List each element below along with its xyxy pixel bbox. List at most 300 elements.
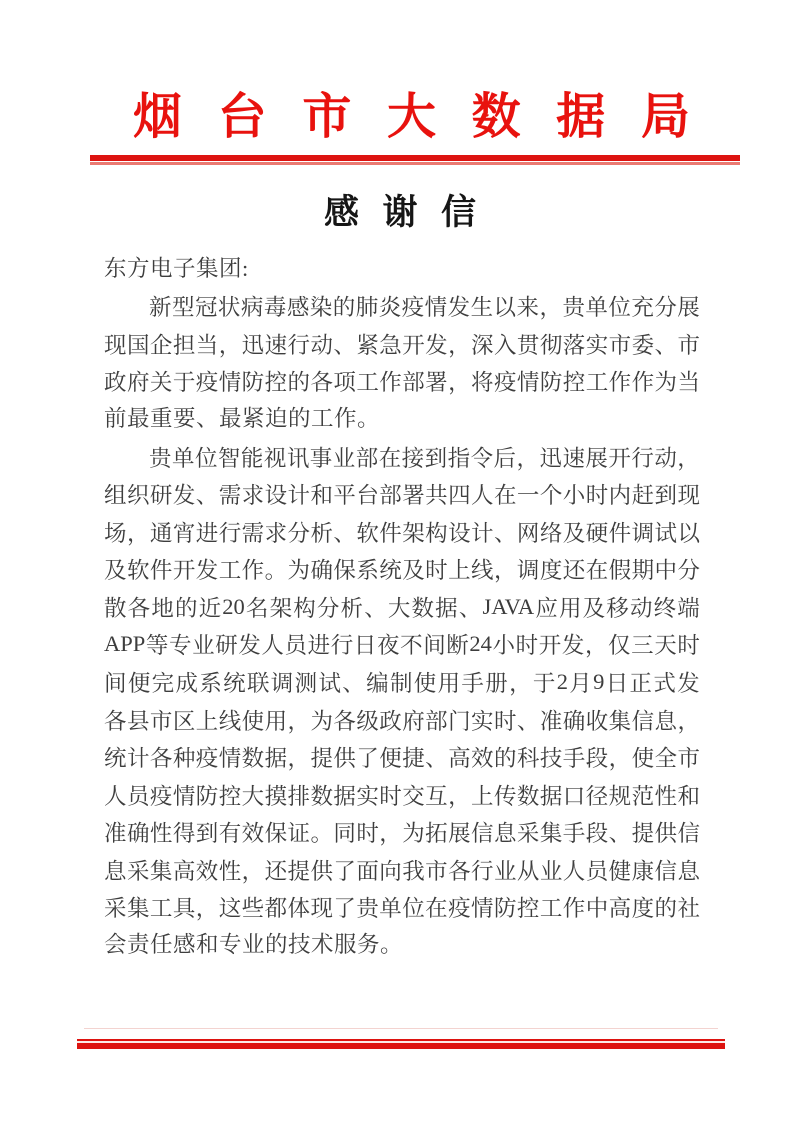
document-title-char: 谢 — [382, 193, 418, 232]
body-token: 实 — [585, 332, 609, 358]
body-token: 国 — [126, 332, 150, 358]
body-token: 夜 — [376, 633, 400, 659]
body-token: 及 — [402, 558, 425, 584]
body-token: 情 — [516, 370, 540, 396]
body-token: 便 — [379, 746, 402, 772]
body-token: 。 — [310, 821, 333, 847]
body-token: 径 — [585, 783, 609, 809]
body-token: 深 — [471, 332, 494, 358]
body-token: 在 — [493, 483, 517, 509]
body-token: 便 — [127, 670, 151, 696]
body-token: 分 — [677, 558, 700, 584]
body-token: 后 — [493, 445, 517, 471]
body-token: 员 — [585, 858, 609, 884]
body-token: 行 — [287, 332, 311, 358]
body-token: 互 — [425, 783, 448, 809]
body-token: ， — [287, 708, 311, 734]
body-token: 防 — [539, 370, 563, 396]
body-line — [104, 588, 700, 626]
body-token: 门 — [448, 708, 471, 734]
body-token: 委 — [631, 332, 655, 358]
body-token: 组 — [104, 483, 127, 509]
body-token: 人 — [562, 858, 586, 884]
body-token: 、 — [342, 670, 365, 696]
body-token: 速 — [562, 445, 585, 471]
body-token: 控 — [264, 370, 288, 396]
body-token: 供 — [654, 821, 678, 847]
body-token: 上 — [448, 558, 471, 584]
body-token: 于 — [532, 670, 556, 696]
body-token: ， — [379, 821, 402, 847]
body-token: 展 — [448, 821, 471, 847]
body-token: 网 — [516, 520, 540, 546]
body-token: 工 — [585, 370, 609, 396]
body-token: 中 — [585, 896, 609, 922]
body-token: ， — [287, 746, 311, 772]
body-token: 的 — [332, 295, 356, 321]
body-token: 府 — [402, 708, 425, 734]
body-token: 、 — [458, 595, 482, 621]
body-token: 分 — [316, 595, 340, 621]
body-line — [104, 475, 700, 513]
body-token: 面 — [356, 858, 379, 884]
body-token: 求 — [264, 520, 288, 546]
body-token: 交 — [402, 783, 425, 809]
body-token: 件 — [379, 520, 402, 546]
body-token: 采 — [516, 821, 540, 847]
body-token: ， — [195, 896, 219, 922]
body-token: 状 — [217, 295, 241, 321]
body-token: 式 — [653, 670, 676, 696]
body-line — [104, 513, 700, 551]
body-token: 作 — [379, 370, 402, 396]
body-token: 的 — [493, 746, 517, 772]
body-token: 开 — [538, 633, 562, 659]
body-token: 供 — [310, 858, 333, 884]
body-token: ， — [516, 445, 540, 471]
body-token: 应 — [535, 595, 558, 621]
body-token: 了 — [356, 746, 379, 772]
body-token: 市 — [608, 332, 632, 358]
body-token: 担 — [172, 332, 196, 358]
body-token: 、 — [516, 708, 540, 734]
body-token: 单 — [379, 896, 402, 922]
body-token: 生 — [470, 295, 494, 321]
body-token: 性 — [654, 783, 678, 809]
body-token: 时 — [425, 558, 448, 584]
body-token: 的 — [287, 370, 311, 396]
body-token: ， — [608, 746, 632, 772]
body-token: 工 — [149, 896, 173, 922]
body-token: 个 — [539, 483, 563, 509]
body-token: 提 — [310, 746, 333, 772]
body-token: 仅 — [608, 633, 631, 659]
body-token: 息 — [104, 858, 127, 884]
body-token: ， — [677, 445, 700, 471]
body-token: 需 — [218, 483, 242, 509]
body-token: 、 — [425, 746, 448, 772]
body-token: 保 — [333, 558, 356, 584]
body-token: 日 — [353, 633, 377, 659]
letterhead-rule-thin — [90, 162, 740, 165]
body-token: 调 — [631, 520, 655, 546]
body-line — [104, 813, 700, 851]
body-token: 时 — [356, 821, 379, 847]
body-token: 、 — [333, 520, 356, 546]
body-token: 数 — [241, 746, 265, 772]
body-token: 康 — [631, 858, 655, 884]
body-token: 手 — [562, 746, 586, 772]
body-token: 线 — [471, 558, 494, 584]
body-token: 证 — [287, 821, 311, 847]
body-token: 将 — [471, 370, 494, 396]
footer-rule-thick — [77, 1043, 725, 1049]
body-token: 息 — [493, 821, 517, 847]
body-token: 肺 — [355, 295, 379, 321]
body-token: 作 — [631, 370, 655, 396]
body-token: 信 — [471, 821, 494, 847]
body-token: 传 — [493, 783, 517, 809]
body-token: 在 — [585, 558, 609, 584]
body-token: 收 — [585, 708, 609, 734]
body-line: 东方电子集团: — [104, 256, 249, 281]
body-token: 到 — [424, 445, 448, 471]
body-token: 指 — [447, 445, 471, 471]
body-token: 工 — [539, 896, 563, 922]
body-token: 成 — [175, 670, 198, 696]
body-token: 中 — [654, 558, 678, 584]
body-token: 员 — [126, 783, 150, 809]
body-token: 各 — [310, 370, 333, 396]
body-token: 发 — [561, 633, 585, 659]
body-token: 实 — [471, 708, 494, 734]
body-token: 来 — [516, 295, 540, 321]
body-token: 科 — [516, 746, 540, 772]
body-token: 构 — [425, 520, 448, 546]
body-token: 人 — [104, 783, 127, 809]
body-token: 段 — [585, 821, 609, 847]
body-token: 场 — [104, 520, 127, 546]
body-token: 准 — [539, 708, 563, 734]
letterhead-char: 数 — [471, 89, 521, 144]
body-token: 部 — [425, 708, 448, 734]
body-token: 事 — [309, 445, 333, 471]
body-token: 防 — [241, 370, 265, 396]
body-token: 册 — [485, 670, 508, 696]
body-token: ， — [241, 858, 265, 884]
body-token: 度 — [539, 558, 563, 584]
body-token: 现 — [310, 896, 333, 922]
body-token: 关 — [149, 370, 173, 396]
body-token: 。 — [264, 558, 288, 584]
body-token: 台 — [356, 483, 379, 509]
body-token: 采 — [126, 858, 150, 884]
body-token: 通 — [149, 520, 173, 546]
body-token: 开 — [608, 445, 631, 471]
body-token: 设 — [448, 520, 471, 546]
body-token: 企 — [149, 332, 173, 358]
body-token: 专 — [168, 633, 192, 659]
body-token: 发 — [172, 483, 196, 509]
body-token: 位 — [402, 896, 425, 922]
body-token: 、 — [608, 821, 632, 847]
body-token: 四 — [448, 483, 471, 509]
body-token: 析 — [340, 595, 364, 621]
body-token: 9 — [593, 668, 605, 694]
body-token: 区 — [172, 708, 196, 734]
body-token: 都 — [264, 896, 288, 922]
body-line: 会责任感和专业的技术服务。 — [104, 932, 404, 958]
body-token: 内 — [608, 483, 632, 509]
body-token: 冠 — [194, 295, 218, 321]
body-token: 的 — [174, 595, 198, 621]
body-token: 落 — [562, 332, 586, 358]
body-token: 这 — [218, 896, 242, 922]
body-token: 防 — [195, 783, 219, 809]
body-token: 动 — [310, 332, 333, 358]
body-token: 系 — [199, 670, 222, 696]
body-token: 发 — [238, 633, 261, 659]
body-token: 确 — [310, 558, 333, 584]
body-token: 拓 — [425, 821, 448, 847]
body-token: 于 — [172, 370, 196, 396]
body-token: 集 — [149, 858, 173, 884]
body-token: 试 — [318, 670, 341, 696]
body-token: 研 — [215, 633, 238, 659]
body-token: 员 — [284, 633, 308, 659]
body-token: 共 — [425, 483, 448, 509]
body-token: 度 — [631, 896, 655, 922]
body-token: 地 — [151, 595, 174, 621]
body-token: 现 — [677, 483, 700, 509]
body-token: 进 — [307, 633, 331, 659]
body-token: 市 — [149, 708, 173, 734]
body-token: 息 — [677, 858, 700, 884]
body-token: 业 — [493, 858, 517, 884]
body-token: ， — [677, 708, 700, 734]
body-token: 设 — [264, 483, 288, 509]
body-token: 数 — [516, 783, 540, 809]
body-token: 计 — [471, 520, 494, 546]
body-token: 当 — [195, 332, 219, 358]
body-token: 人 — [471, 483, 494, 509]
body-line — [104, 626, 700, 664]
letterhead-title — [133, 84, 690, 142]
body-token: 和 — [310, 483, 333, 509]
body-token: 保 — [264, 821, 288, 847]
body-line — [104, 776, 700, 814]
body-token: 为 — [402, 821, 425, 847]
body-token: 三 — [631, 633, 654, 659]
body-token: 时 — [677, 633, 700, 659]
body-token: 到 — [654, 483, 678, 509]
body-token: 技 — [539, 746, 563, 772]
body-token: 动 — [654, 445, 677, 471]
body-token: 疫 — [195, 370, 219, 396]
body-token: 染 — [309, 295, 333, 321]
letterhead-char: 烟 — [133, 89, 183, 144]
body-token: 散 — [104, 595, 127, 621]
body-token: 为 — [310, 708, 333, 734]
body-line — [104, 851, 700, 889]
body-token: 性 — [149, 821, 173, 847]
body-token: 用 — [558, 595, 582, 621]
body-token: 段 — [585, 746, 609, 772]
body-token: 络 — [539, 520, 563, 546]
body-token: 情 — [218, 370, 242, 396]
body-token: 平 — [333, 483, 356, 509]
letterhead-rule — [90, 155, 740, 165]
body-token: 提 — [287, 858, 311, 884]
body-token: 硬 — [585, 520, 609, 546]
body-line — [104, 325, 700, 363]
body-token: 控 — [516, 896, 540, 922]
body-token: 署 — [402, 483, 425, 509]
body-token: 行 — [471, 858, 494, 884]
body-token: 我 — [402, 858, 425, 884]
body-token: 业 — [192, 633, 215, 659]
body-token: 作 — [562, 896, 586, 922]
body-token: 端 — [677, 595, 700, 621]
body-token: 情 — [172, 783, 196, 809]
body-token: 月 — [569, 670, 592, 696]
body-token: 健 — [608, 858, 632, 884]
body-line — [104, 288, 700, 326]
body-token: 确 — [562, 708, 586, 734]
body-line — [104, 363, 700, 401]
body-token: 贵 — [356, 896, 379, 922]
body-token: 集 — [539, 821, 563, 847]
document-title-char: 信 — [440, 193, 476, 232]
body-token: 行 — [330, 633, 354, 659]
body-token: 确 — [126, 821, 150, 847]
body-token: 具 — [172, 896, 196, 922]
letterhead-char: 局 — [640, 89, 690, 144]
body-token: 市 — [677, 332, 700, 358]
body-token: 准 — [104, 821, 127, 847]
body-token: ， — [448, 332, 471, 358]
body-token: 急 — [379, 332, 402, 358]
body-token: 同 — [333, 821, 356, 847]
body-token: 部 — [355, 445, 379, 471]
body-token: 分 — [287, 520, 311, 546]
body-token: 人 — [261, 633, 284, 659]
body-token: 有 — [218, 821, 242, 847]
body-token: 正 — [629, 670, 653, 696]
body-token: 效 — [471, 746, 494, 772]
body-token: 疫 — [448, 896, 471, 922]
body-token: 视 — [263, 445, 287, 471]
footer-rule — [77, 1039, 725, 1049]
body-line: 前最重要、最紧迫的工作。 — [104, 406, 381, 432]
body-token: 和 — [677, 783, 700, 809]
body-token: 政 — [379, 708, 402, 734]
body-token: 编 — [366, 670, 389, 696]
body-token: 全 — [654, 746, 678, 772]
body-token: 疫 — [149, 783, 173, 809]
body-token: 、 — [493, 520, 517, 546]
body-token: 讯 — [286, 445, 310, 471]
body-token: 体 — [287, 896, 311, 922]
body-token: 紧 — [356, 332, 379, 358]
body-token: 件 — [149, 558, 173, 584]
body-token: 据 — [333, 783, 356, 809]
body-token: 在 — [425, 896, 448, 922]
body-token: 移 — [606, 595, 629, 621]
body-token: 口 — [562, 783, 586, 809]
body-token: 位 — [194, 445, 218, 471]
body-token: 、 — [195, 483, 219, 509]
body-token: 疫 — [195, 746, 219, 772]
body-token: 摸 — [264, 783, 288, 809]
body-token: 毒 — [263, 295, 287, 321]
body-token: 贵 — [149, 445, 172, 471]
body-token: 展 — [677, 295, 700, 321]
body-token: 行 — [218, 520, 242, 546]
body-token: 试 — [654, 520, 678, 546]
body-token: 提 — [631, 821, 655, 847]
body-token: JAVA — [482, 593, 535, 619]
body-token: 规 — [608, 783, 632, 809]
body-token: APP — [104, 631, 146, 657]
body-token: 能 — [240, 445, 264, 471]
body-token: 息 — [654, 708, 678, 734]
body-token: 高 — [608, 896, 632, 922]
body-token: 20 — [222, 593, 245, 619]
body-token: 大 — [387, 595, 411, 621]
body-token: 一 — [516, 483, 540, 509]
body-token: 为 — [287, 558, 311, 584]
body-token: 名 — [245, 595, 269, 621]
body-token: 小 — [562, 483, 586, 509]
body-token: 集 — [608, 708, 632, 734]
body-token: 系 — [356, 558, 379, 584]
body-token: 现 — [104, 332, 127, 358]
body-token: 及 — [582, 595, 606, 621]
body-token: 县 — [126, 708, 150, 734]
body-token: 上 — [471, 783, 494, 809]
body-token: 令 — [470, 445, 494, 471]
body-token: 大 — [241, 783, 265, 809]
letterhead-char: 市 — [302, 89, 352, 144]
body-token: 效 — [195, 858, 219, 884]
body-token: 在 — [378, 445, 402, 471]
body-token: 近 — [198, 595, 222, 621]
body-token: 高 — [172, 858, 196, 884]
body-token: 计 — [126, 746, 150, 772]
body-token: 效 — [241, 821, 265, 847]
body-token: 迅 — [241, 332, 265, 358]
body-token: 用 — [437, 670, 461, 696]
body-token: 需 — [241, 520, 265, 546]
body-token: 进 — [195, 520, 219, 546]
body-token: 假 — [608, 558, 632, 584]
body-token: 向 — [379, 858, 402, 884]
body-token: ， — [448, 783, 471, 809]
body-token: 单 — [585, 295, 608, 321]
body-token: 发 — [677, 670, 700, 696]
body-token: 手 — [562, 821, 586, 847]
body-token: 控 — [562, 370, 586, 396]
body-token: 速 — [264, 332, 288, 358]
body-token: 使 — [631, 746, 655, 772]
body-token: 作 — [608, 370, 632, 396]
body-line — [104, 663, 700, 701]
body-token: 疫 — [493, 370, 517, 396]
body-token: 部 — [379, 483, 402, 509]
body-token: 各 — [448, 858, 471, 884]
body-line — [104, 701, 700, 739]
